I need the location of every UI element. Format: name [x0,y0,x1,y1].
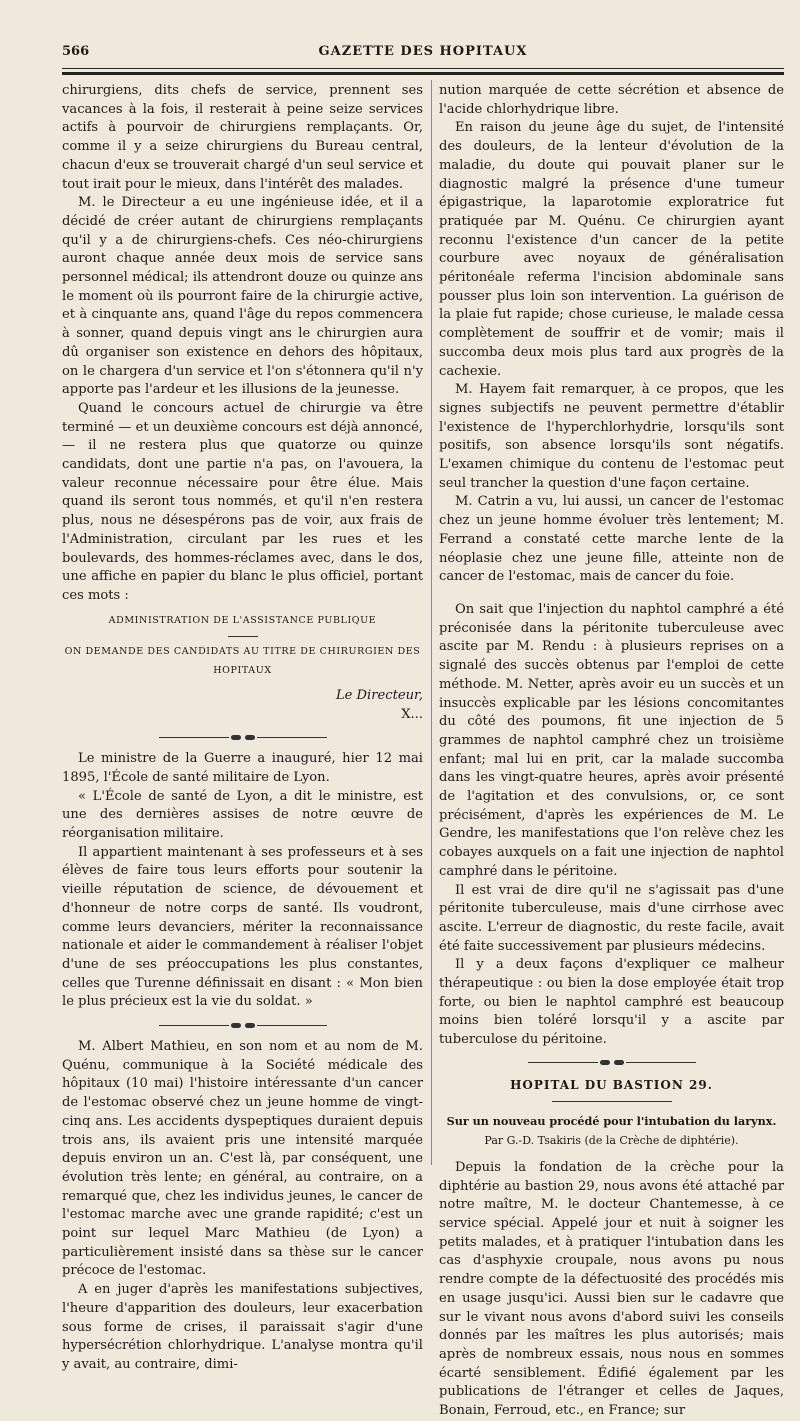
header-rule-thick [62,72,784,75]
section-separator [439,1056,784,1070]
section-title-rule [552,1101,672,1102]
paragraph: Quand le concours actuel de chirurgie va être terminé — et un deuxième concours est déjà annoncé, — il ne restera plus que quatorze ou quinze candidats, dont une partie n'a pas, on l'avouera, la valeur reconnue nécessaire pour être élue. Mais quand ils seront tous nommés, et qu'il n'en restera plus, nous ne désespérons pas de voir, aux frais de l'Administration, circulant par les rues et les boulevards, des hommes-réclames avec, dans le dos, une affiche en papier du blanc le plus officiel, portant ces mots : [62,400,423,603]
notice-signoff: Le Directeur, [335,687,423,703]
notice-body: ON DEMANDE DES CANDIDATS AU TITRE DE CHIRURGIEN DES HOPITAUX [64,646,421,677]
paragraph: On sait que l'injection du naphtol camphré a été préconisée dans la péritonite tuberculeuse avec ascite par M. Rendu : à plusieurs reprises on a signalé des succès obtenus par l'emploi de cette méthode. M. Netter, après avoir eu un succès et un insuccès explicable par les lésions concomitantes du côté des poumons, fit une injection de 5 grammes de naphtol camphré chez un troisième enfant; mal lui en prit, car la malade succomba dans les vingt-quatre heures, après avoir présenté de l'agitation et des convulsions, or, ce sont précisément, d'après les expériences de M. Le Gendre, les manifestations que l'on relève chez les cobayes auxquels on a fait une injection de naphtol camphré dans le péritoine. [439,601,784,879]
right-column [439,82,784,1421]
notice-rule [228,636,258,637]
paragraph: M. Hayem fait remarquer, à ce propos, que les signes subjectifs ne peuvent permettre d'établir l'existence de l'hyperchlorhydrie, lorsqu'ils sont positifs, son absence lorsqu'ils sont négatifs. L'examen chimique du contenu de l'estomac peut seul trancher la question d'une façon certaine. [439,382,784,491]
paragraph: Il y a deux façons d'expliquer ce malheur thérapeutique : ou bien la dose employée était trop forte, ou bien le naphtol camphré est beaucoup moins bien toléré lorsqu'il y a ascite par tuberculose du péritoine. [439,957,784,1048]
column-divider [431,80,432,1165]
paragraph-gap [439,587,784,601]
paragraph: M. le Directeur a eu une ingénieuse idée, et il a décidé de créer autant de chirurgiens remplaçants qu'il y a de chirurgiens-chefs. Ces néo-chirurgiens auront chaque année deux mois de service sans personnel médical; ils attendront douze ou quinze ans le moment où ils pourront faire de la chirurgie active, et à cinquante ans, quand l'âge du repos commencera à sonner, quand depuis vingt ans le chirurgien aura dû organiser son existence en dehors des hôpitaux, on le chargera d'un service et l'on s'étonnera qu'il n'y apporte pas l'ardeur et les illusions de la jeunesse. [62,195,423,398]
paragraph: A en juger d'après les manifestations subjectives, l'heure d'apparition des douleurs, leur exacerbation sous forme de crises, il paraissait s'agir d'une hypersécrétion chlorhydrique. L'analyse montra qu'il y avait, au contraire, dimi- [62,1282,423,1372]
notice-heading: ADMINISTRATION DE L'ASSISTANCE PUBLIQUE [108,614,377,626]
paragraph: Depuis la fondation de la crèche pour la diphtérie au bastion 29, nous avons été attaché par notre maître, M. le docteur Chantemesse, à ce service spécial. Appelé jour et nuit à soigner les petits malades, et à pratiquer l'intubation dans les cas d'asphyxie croupale, nous avons pu nous rendre compte de la défectuosité des procédés mis en usage jusqu'ici. Aussi bien sur le cadavre que sur le vivant nous avons d'abord suivi les conseils donnés par les maîtres les plus autorisés; mais après de nombreux essais, nous nous en sommes écarté sensiblement. Édifié également par les publications de l'étranger et celles de Jaques, Bonain, Ferroud, etc., en France; sur [439,1159,784,1419]
section-separator [62,730,423,744]
page-number: 566 [62,44,90,59]
paragraph: chirurgiens, dits chefs de service, prennent ses vacances à la fois, il resterait à peine seize services actifs à pourvoir de chirurgiens remplaçants. Or, comme il y a seize chirurgiens du Bureau central, chacun d'eux se trouverait chargé d'un seul service et tout irait pour le mieux, dans l'intérêt des malades. [62,83,423,192]
paragraph: Il est vrai de dire qu'il ne s'agissait pas d'une péritonite tuberculeuse, mais d'une cirrhose avec ascite. L'erreur de diagnostic, du reste facile, avait été faite successivement par plusieurs médecins. [439,882,784,954]
notice-signature: X... [401,706,423,722]
left-column [62,82,423,1375]
paragraph: Le ministre de la Guerre a inauguré, hier 12 mai 1895, l'École de santé militaire de Lyon. [62,751,423,785]
paragraph: M. Catrin a vu, lui aussi, un cancer de l'estomac chez un jeune homme évoluer très lentement; M. Ferrand a constaté cette marche lente de la néoplasie chez une jeune fille, atteinte non de cancer de l'estomac, mais de cancer du foie. [439,494,784,585]
paragraph: « L'École de santé de Lyon, a dit le ministre, est une des dernières assises de notre œuvre de réorganisation militaire. [62,788,423,842]
paragraph: M. Albert Mathieu, en son nom et au nom de M. Quénu, communique à la Société médicale des hôpitaux (10 mai) l'histoire intéressante d'un cancer de l'estomac observé chez un jeune homme de vingt-cinq ans. Les accidents dyspeptiques duraient depuis trois ans, ils avaient pris une intensité marquée depuis environ un an. C'est là, par conséquent, une évolution très lente; en général, au contraire, on a remarqué que, chez les individus jeunes, le cancer de l'estomac marche avec une grande rapidité; c'est un point sur lequel Marc Mathieu (de Lyon) a particulièrement insisté dans sa thèse sur le cancer précoce de l'estomac. [62,1039,423,1279]
section-title: HOPITAL DU BASTION 29. [510,1077,713,1092]
paragraph: En raison du jeune âge du sujet, de l'intensité des douleurs, de la lenteur d'évolution de la maladie, du doute qui pouvait planer sur le diagnostic malgré la présence d'une tumeur épigastrique, la laparotomie exploratrice fut pratiquée par M. Quénu. Ce chirurgien ayant reconnu l'existence d'un cancer de la petite courbure avec noyaux de généralisation péritonéale referma l'incision abdominale sans pousser plus loin son intervention. La guérison de la plaie fut rapide; chose curieuse, le malade cessa complètement de souffrir et de vomir; mais il succomba deux mois plus tard aux progrès de la cachexie. [439,120,784,379]
journal-title: GAZETTE DES HOPITAUX [318,44,528,59]
section-separator [62,1018,423,1032]
paragraph: Il appartient maintenant à ses professeurs et à ses élèves de faire tous leurs efforts pour soutenir la vieille réputation de science, de dévouement et d'honneur de notre corps de santé. Ils voudront, comme leurs devanciers, mériter la reconnaissance nationale et aider le commandement à réaliser l'objet d'une de ses préoccupations les plus constantes, celles que Turenne définissait en disant : « Mon bien le plus précieux est la vie du soldat. » [62,844,423,1010]
paragraph: nution marquée de cette sécrétion et absence de l'acide chlorhydrique libre. [439,83,784,117]
article-byline: Par G.-D. Tsakiris (de la Crèche de diphtérie). [484,1134,739,1148]
header-rule-thin [62,68,784,69]
article-title: Sur un nouveau procédé pour l'intubation du larynx. [446,1113,777,1128]
page-header [62,44,784,64]
